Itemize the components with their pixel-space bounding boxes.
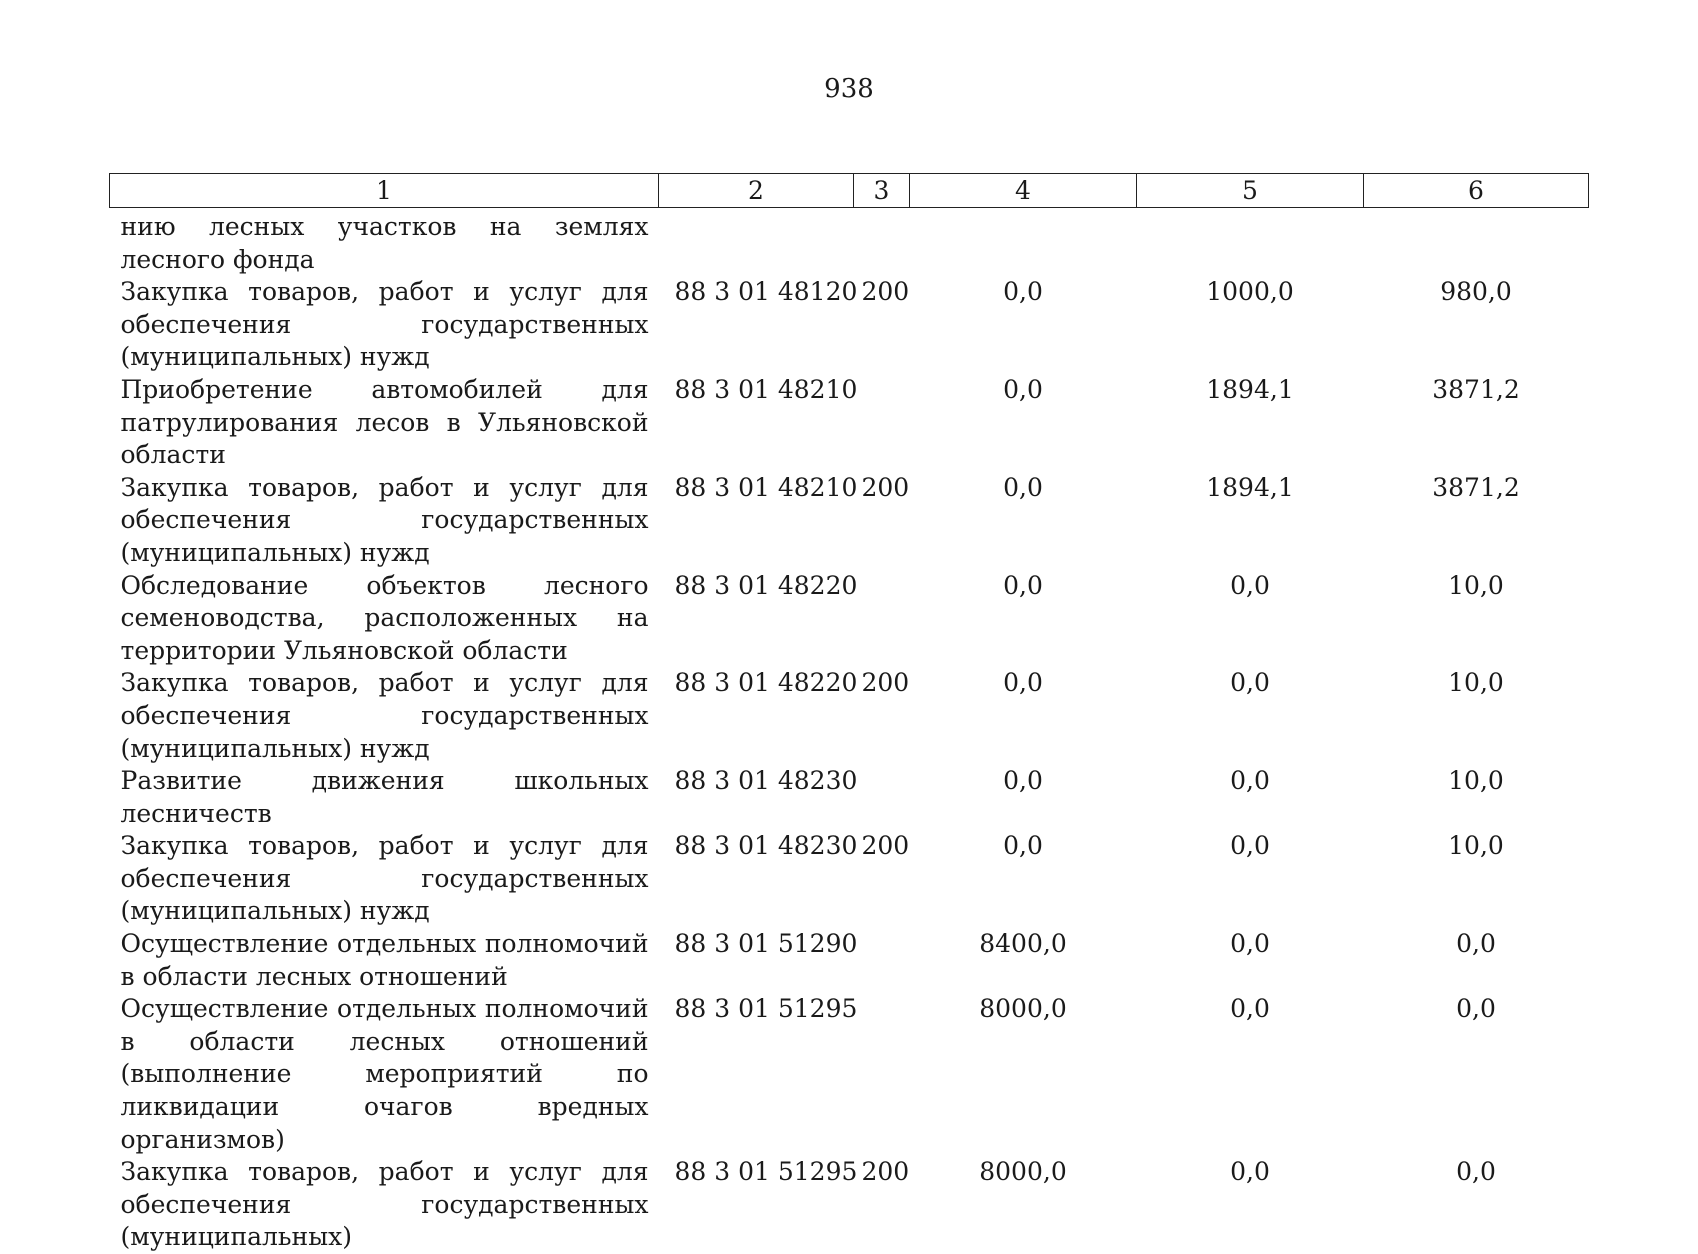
row-value-6: 3871,2 [1364, 472, 1589, 570]
row-value-6: 0,0 [1364, 928, 1589, 993]
table-row [110, 830, 1589, 928]
row-type [854, 765, 910, 830]
row-value-5: 0,0 [1137, 1156, 1364, 1254]
row-code: 88 3 01 48220 [659, 570, 854, 668]
row-type: 200 [854, 830, 910, 928]
row-value-6: 3871,2 [1364, 374, 1589, 472]
row-code: 88 3 01 48120 [659, 276, 854, 374]
row-name: Обследование объектов лесного семеноводства, расположенных на территории Ульяновской области [110, 570, 659, 668]
row-code: 88 3 01 48220 [659, 667, 854, 765]
table-row [110, 667, 1589, 765]
table-row [110, 1156, 1589, 1254]
header-col-1: 1 [110, 174, 659, 208]
table-row [110, 472, 1589, 570]
row-name: Осуществление отдельных полномочий в области лесных отношений (выполнение мероприятий по ликвидации очагов вредных организмов) [110, 993, 659, 1156]
row-name: Закупка товаров, работ и услуг для обеспечения государственных (муниципальных) нужд [110, 830, 659, 928]
table-body [110, 208, 1589, 1254]
row-value-6: 980,0 [1364, 276, 1589, 374]
row-value-4: 0,0 [910, 472, 1137, 570]
row-code: 88 3 01 51295 [659, 1156, 854, 1254]
row-type: 200 [854, 472, 910, 570]
row-type: 200 [854, 276, 910, 374]
row-value-5: 1000,0 [1137, 276, 1364, 374]
row-name: Закупка товаров, работ и услуг для обеспечения государственных (муниципальных) нужд [110, 472, 659, 570]
row-value-5: 0,0 [1137, 570, 1364, 668]
row-code: 88 3 01 48210 [659, 472, 854, 570]
header-col-3: 3 [854, 174, 910, 208]
row-name: нию лесных участков на землях лесного фонда [110, 208, 659, 277]
row-value-5: 0,0 [1137, 928, 1364, 993]
header-col-6: 6 [1364, 174, 1589, 208]
row-value-6 [1364, 208, 1589, 277]
row-type: 200 [854, 1156, 910, 1254]
row-value-4: 0,0 [910, 667, 1137, 765]
row-value-4: 0,0 [910, 374, 1137, 472]
row-name: Закупка товаров, работ и услуг для обеспечения государственных (муниципальных) нужд [110, 276, 659, 374]
row-value-5: 0,0 [1137, 830, 1364, 928]
row-value-6: 0,0 [1364, 1156, 1589, 1254]
row-code: 88 3 01 51295 [659, 993, 854, 1156]
table-row [110, 374, 1589, 472]
table-row [110, 765, 1589, 830]
row-value-6: 10,0 [1364, 667, 1589, 765]
row-value-5 [1137, 208, 1364, 277]
row-code: 88 3 01 51290 [659, 928, 854, 993]
row-name: Развитие движения школьных лесничеств [110, 765, 659, 830]
row-name: Закупка товаров, работ и услуг для обеспечения государственных (муниципальных) [110, 1156, 659, 1254]
row-value-5: 0,0 [1137, 993, 1364, 1156]
row-code: 88 3 01 48230 [659, 830, 854, 928]
table-row [110, 928, 1589, 993]
row-code: 88 3 01 48210 [659, 374, 854, 472]
row-value-4 [910, 208, 1137, 277]
row-value-4: 0,0 [910, 276, 1137, 374]
row-value-6: 10,0 [1364, 765, 1589, 830]
row-type [854, 208, 910, 277]
row-value-5: 1894,1 [1137, 472, 1364, 570]
table-row [110, 993, 1589, 1156]
page-number: 938 [0, 74, 1698, 104]
header-row [110, 174, 1589, 208]
row-value-4: 0,0 [910, 765, 1137, 830]
header-col-2: 2 [659, 174, 854, 208]
table-header [110, 174, 1589, 208]
row-value-5: 1894,1 [1137, 374, 1364, 472]
row-value-4: 8400,0 [910, 928, 1137, 993]
row-name: Закупка товаров, работ и услуг для обеспечения государственных (муниципальных) нужд [110, 667, 659, 765]
row-code [659, 208, 854, 277]
row-name: Приобретение автомобилей для патрулирования лесов в Ульяновской области [110, 374, 659, 472]
row-type: 200 [854, 667, 910, 765]
row-value-5: 0,0 [1137, 667, 1364, 765]
row-type [854, 374, 910, 472]
table-row [110, 570, 1589, 668]
row-code: 88 3 01 48230 [659, 765, 854, 830]
row-value-6: 10,0 [1364, 570, 1589, 668]
row-value-6: 10,0 [1364, 830, 1589, 928]
header-col-4: 4 [910, 174, 1137, 208]
row-value-4: 8000,0 [910, 993, 1137, 1156]
row-value-5: 0,0 [1137, 765, 1364, 830]
row-value-6: 0,0 [1364, 993, 1589, 1156]
row-value-4: 0,0 [910, 570, 1137, 668]
row-type [854, 993, 910, 1156]
header-col-5: 5 [1137, 174, 1364, 208]
row-value-4: 8000,0 [910, 1156, 1137, 1254]
budget-table [109, 173, 1589, 1254]
row-type [854, 928, 910, 993]
row-name: Осуществление отдельных полномочий в области лесных отношений [110, 928, 659, 993]
row-type [854, 570, 910, 668]
row-value-4: 0,0 [910, 830, 1137, 928]
table-row [110, 276, 1589, 374]
table-row [110, 208, 1589, 277]
